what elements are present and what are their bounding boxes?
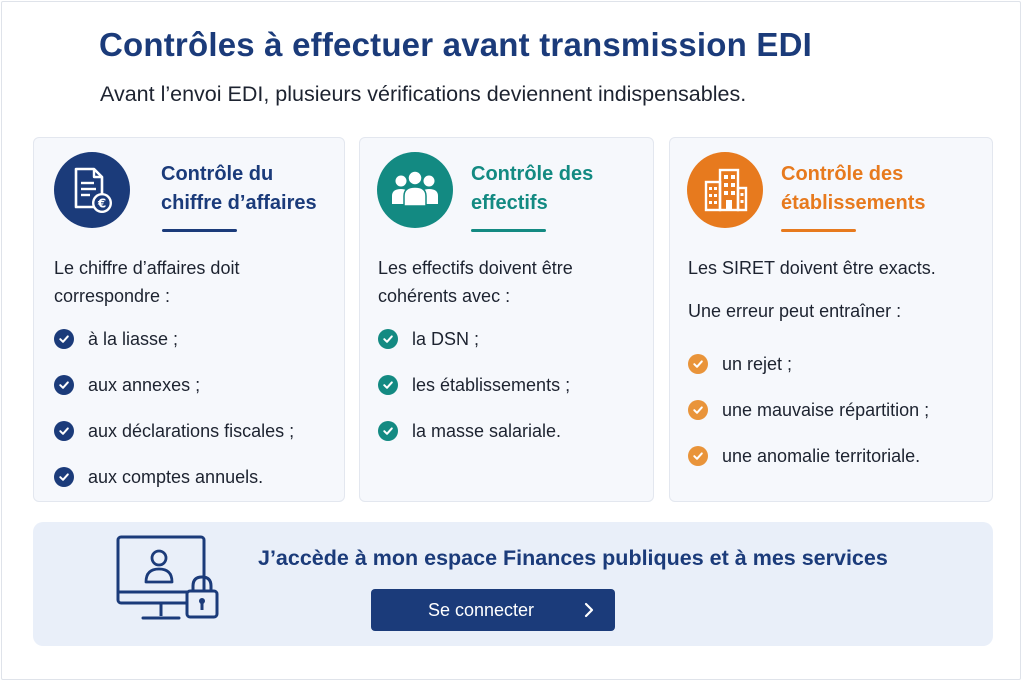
people-group-icon xyxy=(377,152,453,228)
card-intro: Le chiffre d’affaires doit correspondre : xyxy=(54,258,240,306)
heading-underline xyxy=(781,229,856,232)
list-item-label: la DSN ; xyxy=(412,328,480,349)
list-item-label: la masse salariale. xyxy=(412,420,562,441)
list-item-label: aux comptes annuels. xyxy=(88,466,264,487)
card-heading-line1: Contrôle des xyxy=(471,163,594,185)
card-heading-line1: Contrôle des xyxy=(781,163,904,185)
list-item xyxy=(54,362,294,408)
list-item xyxy=(54,408,294,454)
check-icon xyxy=(688,400,708,420)
chevron-right-icon xyxy=(583,602,595,623)
check-list xyxy=(378,316,570,454)
list-item-label: une mauvaise répartition ; xyxy=(722,399,930,420)
card-heading-line2: chiffre d’affaires xyxy=(161,192,317,214)
svg-text:€: € xyxy=(97,196,107,211)
document-euro-icon xyxy=(54,152,130,228)
card-heading xyxy=(781,160,926,218)
card-intro: Les effectifs doivent être cohérents avec : xyxy=(378,258,573,306)
card-heading-line2: établissements xyxy=(781,192,926,214)
monitor-user-lock-icon xyxy=(115,534,227,631)
list-item xyxy=(688,341,929,387)
list-item xyxy=(688,433,929,479)
check-icon xyxy=(378,329,398,349)
list-item xyxy=(54,316,294,362)
page-title: Contrôles à effectuer avant transmission EDI xyxy=(99,26,812,63)
list-item-label: un rejet ; xyxy=(722,353,793,374)
card-heading xyxy=(471,160,593,218)
card-etablissements xyxy=(669,137,993,502)
connect-button-label: Se connecter xyxy=(427,599,535,620)
list-item xyxy=(378,362,570,408)
buildings-icon xyxy=(687,152,763,228)
list-item-label: les établissements ; xyxy=(412,374,571,395)
card-effectifs xyxy=(359,137,654,502)
list-item-label: une anomalie territoriale. xyxy=(722,445,921,466)
list-item-label: aux annexes ; xyxy=(88,374,201,395)
heading-underline xyxy=(471,229,546,232)
list-item xyxy=(378,408,570,454)
check-icon xyxy=(378,375,398,395)
list-item xyxy=(54,454,294,500)
page-subtitle: Avant l’envoi EDI, plusieurs vérifications deviennent indispensables. xyxy=(100,82,747,106)
card-chiffre-affaires xyxy=(33,137,345,502)
check-icon xyxy=(54,467,74,487)
check-icon xyxy=(688,354,708,374)
banner-heading: J’accède à mon espace Finances publiques et à mes services xyxy=(258,546,888,570)
connect-button[interactable] xyxy=(371,589,615,631)
list-item-label: aux déclarations fiscales ; xyxy=(88,420,295,441)
check-list xyxy=(54,316,294,500)
check-icon xyxy=(378,421,398,441)
card-intro: Les SIRET doivent être exacts. xyxy=(688,258,936,278)
check-icon xyxy=(54,329,74,349)
list-item xyxy=(378,316,570,362)
card-intro-secondary: Une erreur peut entraîner : xyxy=(688,301,902,321)
check-icon xyxy=(54,375,74,395)
card-heading-line2: effectifs xyxy=(471,192,548,214)
check-list xyxy=(688,341,929,479)
heading-underline xyxy=(162,229,237,232)
list-item xyxy=(688,387,929,433)
check-icon xyxy=(688,446,708,466)
login-banner xyxy=(33,522,993,646)
list-item-label: à la liasse ; xyxy=(88,328,179,349)
card-heading xyxy=(161,160,317,218)
card-heading-line1: Contrôle du xyxy=(161,163,274,185)
check-icon xyxy=(54,421,74,441)
